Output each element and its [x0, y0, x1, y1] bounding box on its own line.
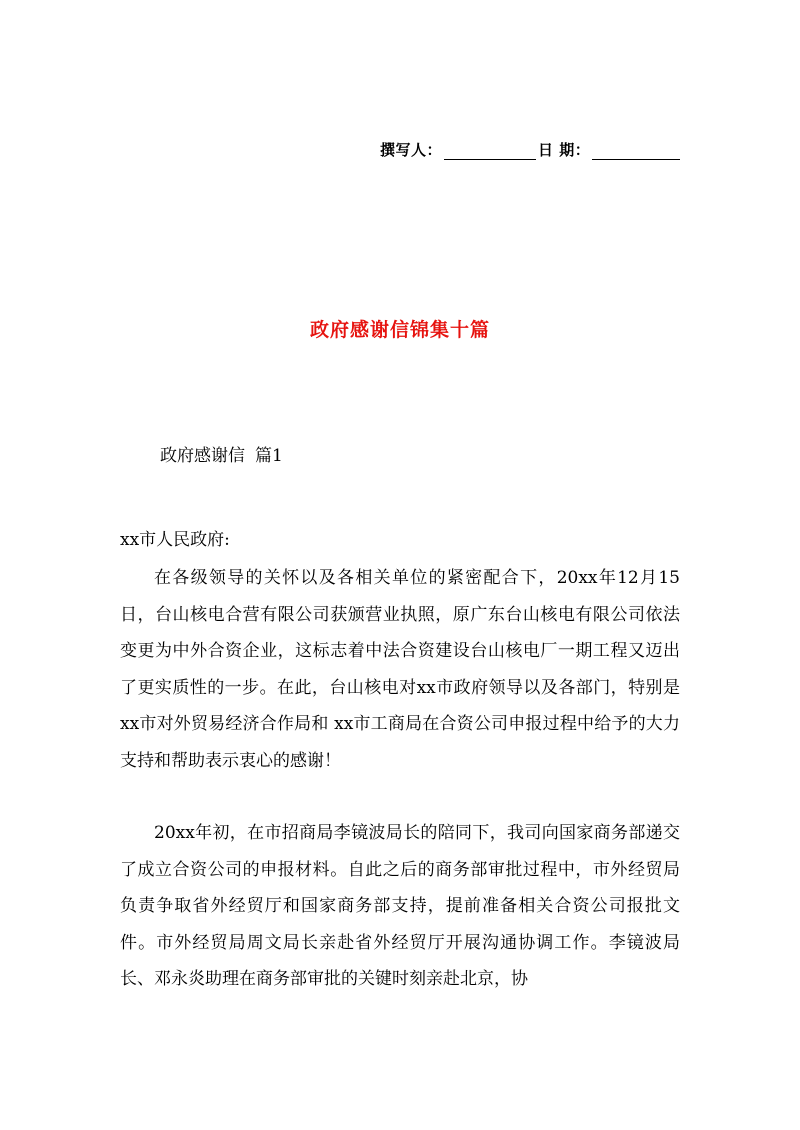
body-paragraph-1: 在各级领导的关怀以及各相关单位的紧密配合下，20xx年12月15日，台山核电合营有限公司获颁营业执照，原广东台山核电有限公司依法变更为中外合资企业，这标志着中法合资建设台山核电厂一期工程又迈出了更实质性的一步。在此，台山核电对xx市政府领导以及各部门，特别是xx市对外贸易经济合作局和 xx市工商局在合资公司申报过程中给予的大力支持和帮助表示衷心的感谢！ [120, 568, 680, 771]
section-heading [160, 441, 283, 466]
body-paragraph-2: 20xx年初，在市招商局李镜波局长的陪同下，我司向国家商务部递交了成立合资公司的申报材料。自此之后的商务部审批过程中，市外经贸局负责争取省外经贸厅和国家商务部支持，提前准备相关合资公司报批文件。市外经贸局周文局长亲赴省外经贸厅开展沟通协调工作。李镜波局长、邓永炎助理在商务部审批的关键时刻亲赴北京，协 [120, 823, 680, 989]
section-heading-text: 政府感谢信 [160, 446, 245, 466]
document-title: 政府感谢信锦集十篇 [309, 319, 490, 341]
author-blank [444, 143, 536, 160]
author-date-line [380, 139, 682, 160]
author-label: 撰写人： [380, 141, 443, 159]
salutation: xx市人民政府: [120, 530, 230, 550]
date-label: 日 期： [538, 141, 591, 159]
section-number: 篇1 [255, 446, 283, 466]
date-blank [592, 143, 680, 160]
